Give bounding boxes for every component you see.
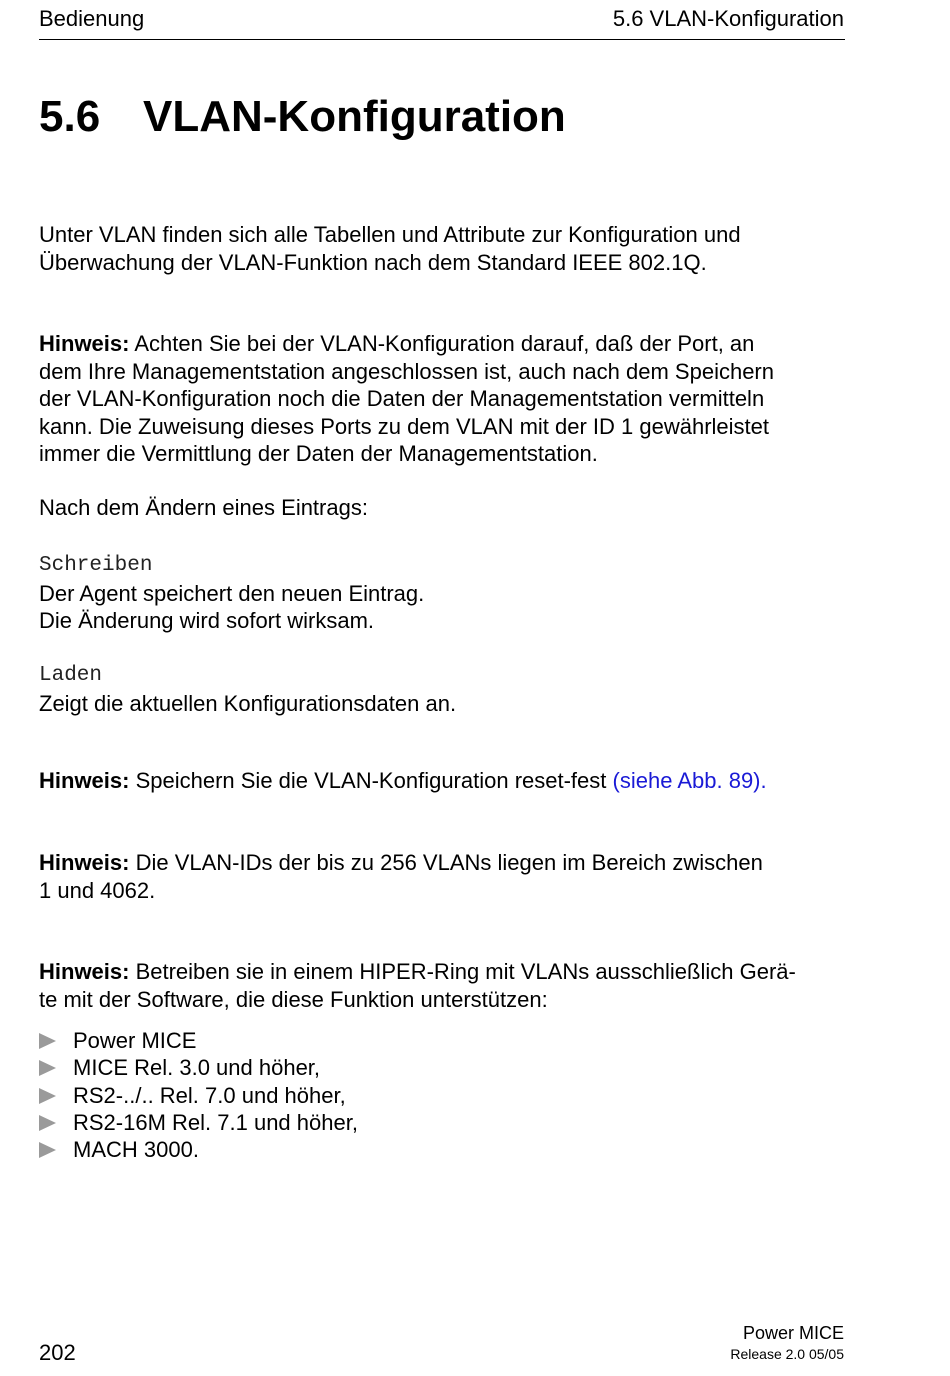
list-item: [39, 1109, 358, 1136]
note-save-reset-proof: [39, 767, 849, 795]
after-change-paragraph: Nach dem Ändern eines Eintrags:: [39, 495, 368, 520]
load-line-1: Zeigt die aktuellen Konfigurationsdaten an.: [39, 690, 457, 716]
supported-devices-list: [39, 1027, 358, 1163]
list-item-text: MACH 3000.: [73, 1137, 199, 1163]
note-label: Hinweis:: [39, 959, 130, 984]
note-period: .: [760, 768, 767, 793]
figure-reference-link[interactable]: (siehe Abb. 89): [612, 768, 761, 793]
list-item: [39, 1054, 358, 1081]
list-item: [39, 1082, 358, 1109]
list-item-text: MICE Rel. 3.0 und höher,: [73, 1055, 321, 1081]
write-line-2: Die Änderung wird sofort wirksam.: [39, 608, 375, 633]
note-text-line-2: dem Ihre Managementstation angeschlossen ist, auch nach dem Speichern: [39, 358, 774, 384]
footer-product-name: Power MICE: [742, 1323, 844, 1343]
note-label: Hinweis:: [39, 768, 130, 793]
list-item: [39, 1027, 358, 1054]
note-management-port: [39, 330, 849, 468]
header-divider: [39, 39, 845, 40]
note-text-line-1: Achten Sie bei der VLAN-Konfiguration darauf, daß der Port, an: [129, 331, 755, 356]
note-label: Hinweis:: [39, 850, 130, 875]
load-description: [39, 659, 849, 717]
section-title: VLAN-Konfiguration: [143, 92, 566, 141]
note-text-line-2: 1 und 4062.: [39, 877, 156, 903]
note-hiper-ring: [39, 958, 849, 1013]
list-item-text: RS2-../.. Rel. 7.0 und höher,: [73, 1082, 346, 1108]
note-text-line-3: der VLAN-Konfiguration noch die Daten der Managementstation vermitteln: [39, 386, 765, 411]
section-number: 5.6: [39, 92, 101, 141]
triangle-bullet-icon: [39, 1033, 56, 1049]
triangle-bullet-icon: [39, 1060, 56, 1076]
note-label: Hinweis:: [39, 331, 130, 356]
note-text-line-5: immer die Vermittlung der Daten der Managementstation.: [39, 441, 598, 466]
running-header-chapter: Bedienung: [39, 6, 145, 31]
intro-line-2: Überwachung der VLAN-Funktion nach dem Standard IEEE 802.1Q.: [39, 249, 707, 275]
note-text: Speichern Sie die VLAN-Konfiguration reset-fest: [129, 768, 613, 793]
intro-paragraph: [39, 221, 849, 276]
list-item-text: RS2-16M Rel. 7.1 und höher,: [73, 1109, 358, 1135]
note-vlan-id-range: [39, 849, 849, 904]
note-text-line-1: Die VLAN-IDs der bis zu 256 VLANs liegen im Bereich zwischen: [129, 850, 763, 875]
note-text-line-2: te mit der Software, die diese Funktion unterstützen:: [39, 986, 548, 1012]
load-keyword: Laden: [39, 664, 103, 687]
triangle-bullet-icon: [39, 1142, 56, 1158]
intro-line-1: Unter VLAN finden sich alle Tabellen und Attribute zur Konfiguration und: [39, 222, 741, 247]
running-header-section: 5.6 VLAN-Konfiguration: [612, 6, 844, 31]
write-description: [39, 549, 849, 635]
write-line-1: Der Agent speichert den neuen Eintrag.: [39, 580, 425, 606]
section-heading: [39, 92, 566, 142]
note-text-line-1: Betreiben sie in einem HIPER-Ring mit VLANs ausschließlich Gerä-: [129, 959, 796, 984]
triangle-bullet-icon: [39, 1115, 56, 1131]
list-item: [39, 1136, 358, 1163]
page-number: 202: [39, 1340, 76, 1365]
triangle-bullet-icon: [39, 1088, 56, 1104]
list-item-text: Power MICE: [73, 1028, 197, 1053]
write-keyword: Schreiben: [39, 554, 153, 577]
footer-release-info: Release 2.0 05/05: [730, 1346, 844, 1362]
note-text-line-4: kann. Die Zuweisung dieses Ports zu dem VLAN mit der ID 1 gewährleistet: [39, 413, 769, 439]
